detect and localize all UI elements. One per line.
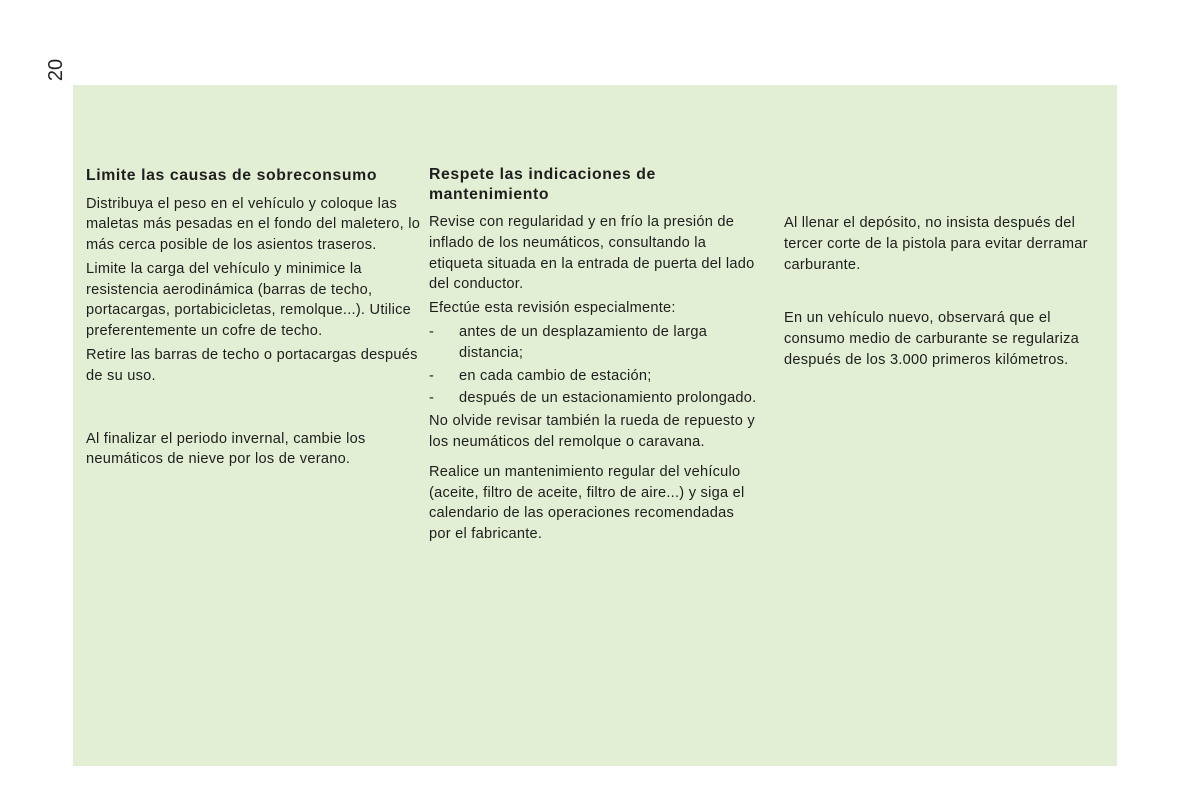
section-heading-overconsumption: Limite las causas de sobreconsumo — [86, 167, 378, 184]
dash-bullet: - — [429, 323, 435, 340]
paragraph-winter-tyres: Al finalizar el periodo invernal, cambie los neumáticos de nieve por los de verano. — [86, 430, 366, 468]
paragraph-refuelling: Al llenar el depósito, no insista después del tercer corte de la pistola para evitar derramar carburante. — [784, 215, 1088, 273]
column-maintenance — [429, 165, 759, 548]
paragraph-remove-roof-bars: Retire las barras de techo o portacargas después de su uso. — [86, 347, 418, 384]
paragraph-weight-distribution: Distribuya el peso en el vehículo y coloque las maletas más pesadas en el fondo del maletero, lo más cerca posible de los asientos traseros. — [86, 195, 421, 254]
list-item — [429, 366, 759, 387]
dash-bullet: - — [429, 367, 435, 384]
paragraph-spare-wheel: No olvide revisar también la rueda de repuesto y los neumáticos del remolque o caravana. — [429, 413, 755, 450]
check-occasions-list — [429, 322, 759, 409]
list-item-text: en cada cambio de estación; — [459, 367, 652, 384]
section-heading-maintenance: Respete las indicaciones de mantenimiento — [429, 166, 656, 203]
paragraph-new-vehicle-consumption: En un vehículo nuevo, observará que el consumo medio de carburante se regulariza después de los 3.000 primeros kilómetros. — [784, 310, 1079, 368]
column-refuelling — [784, 213, 1114, 374]
paragraph-tyre-pressure: Revise con regularidad y en frío la presión de inflado de los neumáticos, consultando la etiqueta situada en la entrada de puerta del lado del conductor. — [429, 214, 755, 293]
list-item — [429, 388, 759, 409]
list-item-text: antes de un desplazamiento de larga distancia; — [459, 323, 708, 361]
list-item — [429, 322, 759, 364]
paragraph-check-especially: Efectúe esta revisión especialmente: — [429, 300, 676, 317]
paragraph-load-limit: Limite la carga del vehículo y minimice la resistencia aerodinámica (barras de techo, portacargas, portabicicletas, remolque...). Utilice preferentemente un cofre de techo. — [86, 260, 412, 340]
list-item-text: después de un estacionamiento prolongado. — [459, 390, 757, 407]
paragraph-regular-maintenance: Realice un mantenimiento regular del vehículo (aceite, filtro de aceite, filtro de aire...) y siga el calendario de las operaciones recomendadas por el fabricante. — [429, 463, 745, 543]
dash-bullet: - — [429, 390, 435, 407]
page-number: 20 — [45, 58, 67, 82]
column-fuel-overconsumption — [86, 166, 421, 473]
